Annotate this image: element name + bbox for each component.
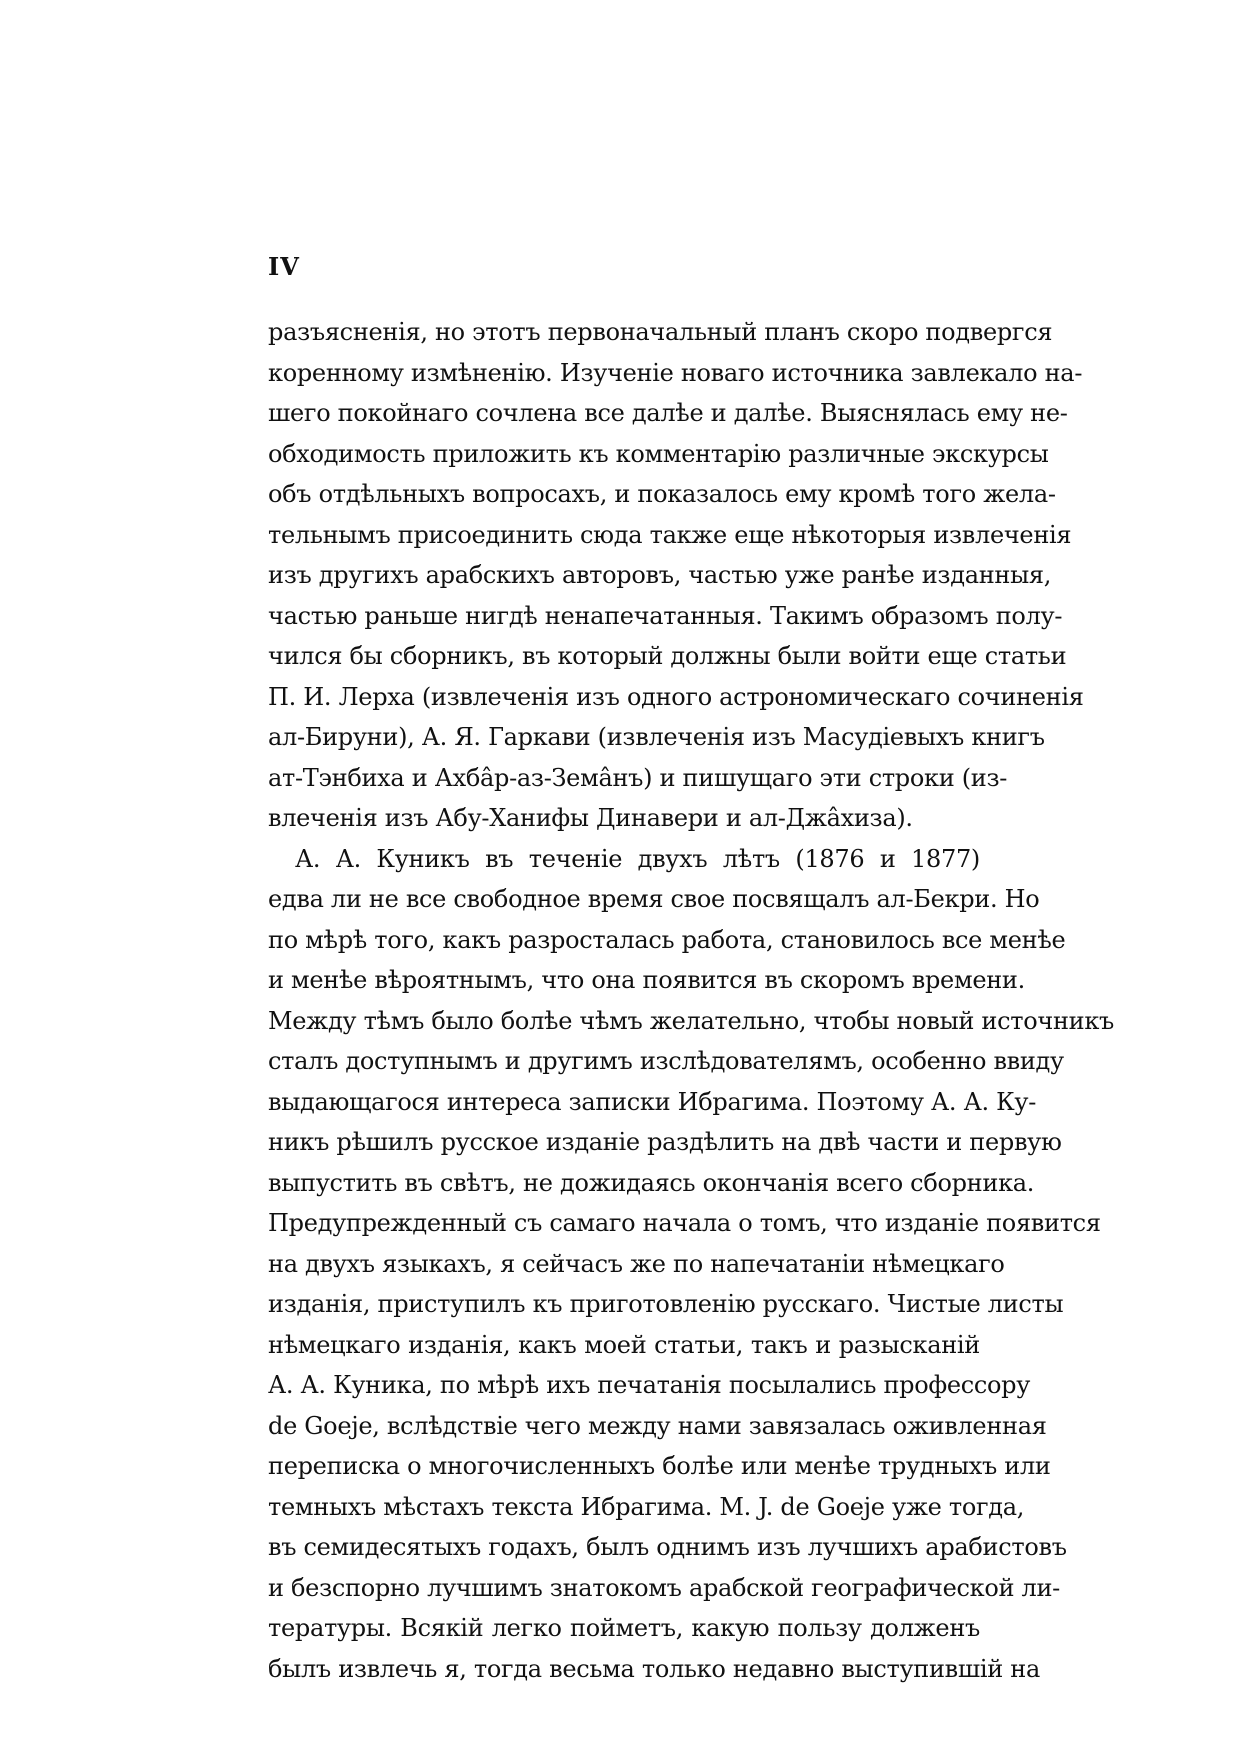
text-line: въ семидесятыхъ годахъ, былъ однимъ изъ лучшихъ арабистовъ [268,1533,1067,1561]
text-line: тературы. Всякій легко пойметъ, какую пользу долженъ [268,1614,980,1642]
text-line: обходимость приложить къ комментарію различные экскурсы [268,439,1049,468]
text-line: П. И. Лерха (извлеченія изъ одного астрономическаго сочиненія [268,682,1084,711]
text-line: едва ли не все свободное время свое посвящалъ ал-Бекри. Но [268,885,1040,913]
text-line: ат-Тэнбиха и Ахбâр-аз-Земâнъ) и пишущаго эти строки (из- [268,763,1008,792]
body-text [268,312,1115,1689]
text-line: и менѣе вѣроятнымъ, что она появится въ скоромъ времени. [268,966,1025,994]
text-line: шего покойнаго сочлена все далѣе и далѣе. Выяснялась ему не- [268,399,1068,427]
text-line: коренному измѣненію. Изученіе новаго источника завлекало на- [268,358,1083,387]
text-line: Предупрежденный съ самаго начала о томъ, что изданіе появится [268,1209,1101,1237]
text-line: переписка о многочисленныхъ болѣе или менѣе трудныхъ или [268,1452,1051,1480]
text-line: нѣмецкаго изданія, какъ моей статьи, такъ и разысканій [268,1330,980,1359]
text-line: А. А. Куникъ въ теченіе двухъ лѣтъ (1876 и 1877) [295,844,980,873]
text-line: частью раньше нигдѣ ненапечатанныя. Такимъ образомъ полу- [268,601,1063,630]
text-line: выпустить въ свѣтъ, не дожидаясь окончанія всего сборника. [268,1168,1035,1197]
text-line: по мѣрѣ того, какъ разросталась работа, становилось все менѣе [268,925,1066,954]
text-line: темныхъ мѣстахъ текста Ибрагима. M. J. de Goeje уже тогда, [268,1492,1025,1521]
text-line: и безспорно лучшимъ знатокомъ арабской географической ли- [268,1573,1060,1602]
text-line: на двухъ языкахъ, я сейчасъ же по напечатаніи нѣмецкаго [268,1249,1005,1278]
text-line: изданія, приступилъ къ приготовленію русскаго. Чистые листы [268,1290,1064,1318]
text-line: влеченія изъ Абу-Ханифы Динавери и ал-Джâхиза). [268,804,913,832]
text-line: тельнымъ присоединить сюда также еще нѣкоторыя извлеченія [268,520,1072,549]
text-line: Между тѣмъ было болѣе чѣмъ желательно, чтобы новый источникъ [268,1006,1115,1035]
text-line: ал-Бируни), А. Я. Гаркави (извлеченія изъ Масудіевыхъ книгъ [268,723,1045,751]
text-line: никъ рѣшилъ русское изданіе раздѣлить на двѣ части и первую [268,1128,1062,1156]
paragraph [268,312,1084,839]
paragraph [268,839,1115,1690]
text-line: разъясненія, но этотъ первоначальный планъ скоро подвергся [268,318,1053,346]
text-line: былъ извлечь я, тогда весьма только недавно выступившій на [268,1654,1041,1683]
text-line: de Goeje, вслѣдствіе чего между нами завязалась оживленная [268,1411,1047,1440]
text-line: А. А. Куника, по мѣрѣ ихъ печатанія посылались профессору [268,1371,1031,1399]
text-line: чился бы сборникъ, въ который должны были войти еще статьи [268,642,1067,670]
text-line: объ отдѣльныхъ вопросахъ, и показалось ему кромѣ того жела- [268,480,1056,508]
text-line: изъ другихъ арабскихъ авторовъ, частью уже ранѣе изданныя, [268,561,1052,589]
page-number: IV [268,252,300,281]
text-line: выдающагося интереса записки Ибрагима. Поэтому А. А. Ку- [268,1087,1037,1116]
text-line: сталъ доступнымъ и другимъ изслѣдователямъ, особенно ввиду [268,1047,1064,1075]
